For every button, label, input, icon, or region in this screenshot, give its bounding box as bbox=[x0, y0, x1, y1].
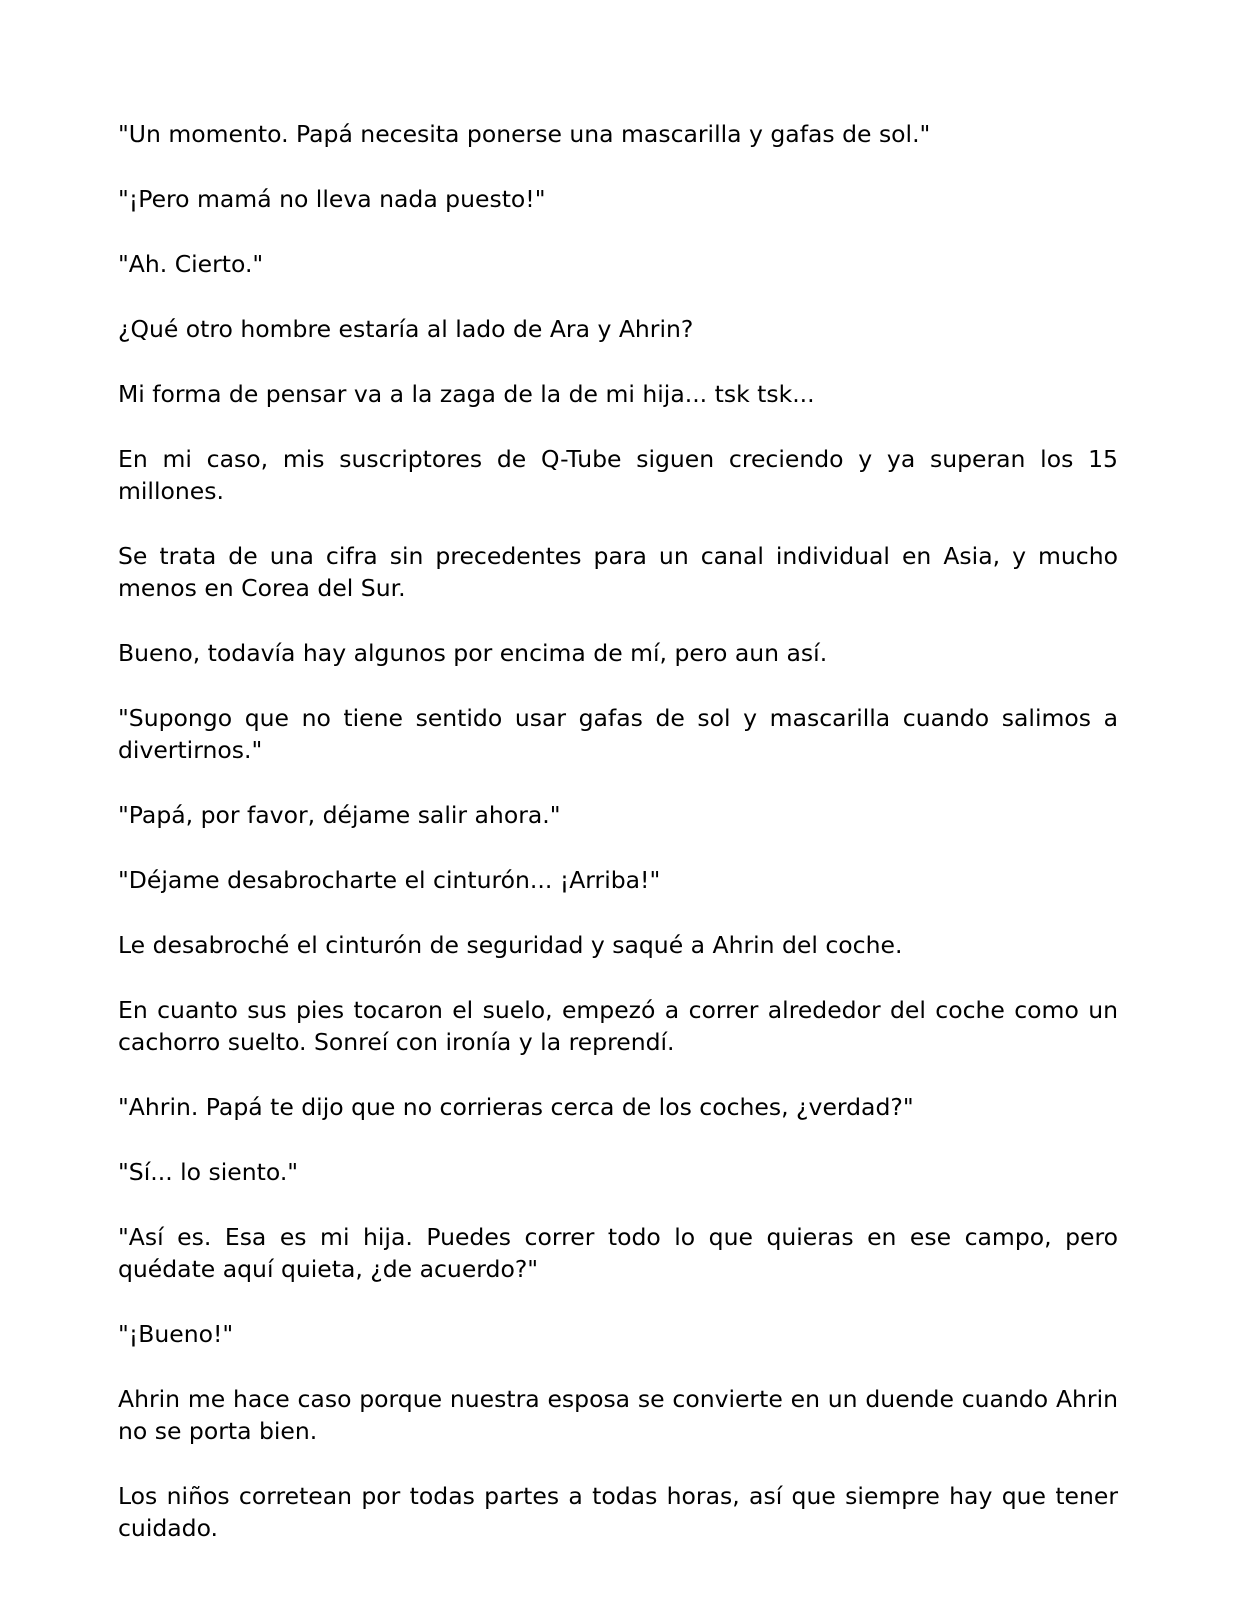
paragraph: Mi forma de pensar va a la zaga de la de mi hija... tsk tsk... bbox=[118, 380, 815, 408]
paragraph: Le desabroché el cinturón de seguridad y saqué a Ahrin del coche. bbox=[118, 931, 903, 959]
paragraph: Se trata de una cifra sin precedentes para un canal individual en Asia, y mucho menos en Corea del Sur. bbox=[118, 542, 1118, 602]
paragraph: "Ahrin. Papá te dijo que no corrieras cerca de los coches, ¿verdad?" bbox=[118, 1093, 914, 1121]
paragraph: "Así es. Esa es mi hija. Puedes correr todo lo que quieras en ese campo, pero quédate aquí quieta, ¿de acuerdo?" bbox=[118, 1223, 1118, 1283]
paragraph: "Supongo que no tiene sentido usar gafas de sol y mascarilla cuando salimos a divertirnos." bbox=[118, 704, 1118, 764]
paragraph: En mi caso, mis suscriptores de Q-Tube siguen creciendo y ya superan los 15 millones. bbox=[118, 445, 1118, 505]
paragraph: Los niños corretean por todas partes a todas horas, así que siempre hay que tener cuidado. bbox=[118, 1482, 1118, 1542]
paragraph: "Un momento. Papá necesita ponerse una mascarilla y gafas de sol." bbox=[118, 120, 931, 148]
paragraph: "Papá, por favor, déjame salir ahora." bbox=[118, 801, 561, 829]
paragraph: "Sí... lo siento." bbox=[118, 1158, 299, 1186]
paragraph: "Déjame desabrocharte el cinturón... ¡Arriba!" bbox=[118, 866, 661, 894]
paragraph: Bueno, todavía hay algunos por encima de mí, pero aun así. bbox=[118, 639, 828, 667]
paragraph: "Ah. Cierto." bbox=[118, 250, 264, 278]
paragraph: ¿Qué otro hombre estaría al lado de Ara y Ahrin? bbox=[118, 315, 694, 343]
paragraph: En cuanto sus pies tocaron el suelo, empezó a correr alrededor del coche como un cachorro suelto. Sonreí con ironía y la reprendí. bbox=[118, 996, 1118, 1056]
paragraph: "¡Pero mamá no lleva nada puesto!" bbox=[118, 185, 546, 213]
paragraph: Ahrin me hace caso porque nuestra esposa se convierte en un duende cuando Ahrin no se porta bien. bbox=[118, 1385, 1118, 1445]
paragraph: "¡Bueno!" bbox=[118, 1320, 234, 1348]
